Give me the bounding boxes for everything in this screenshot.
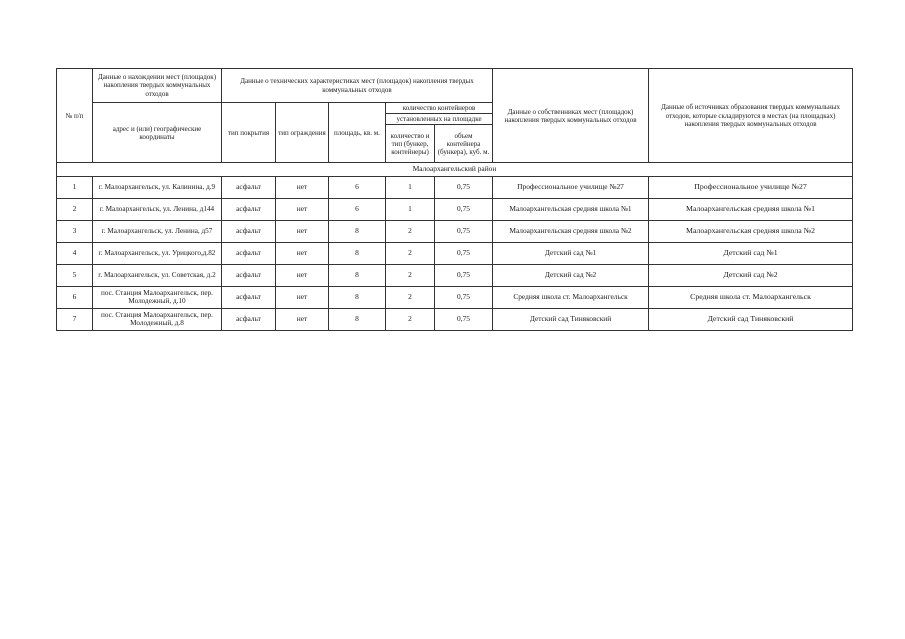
header-containers-group-2: установленных на площадке [386,114,493,125]
table-row [57,308,853,330]
row-area: 8 [329,286,386,308]
row-volume: 0,75 [435,308,493,330]
table-row [57,242,853,264]
row-surface: асфальт [222,220,276,242]
row-owner: Профессиональное училище №27 [493,176,649,198]
row-surface: асфальт [222,286,276,308]
row-area: 8 [329,220,386,242]
row-fence: нет [276,308,329,330]
row-count: 1 [386,176,435,198]
row-volume: 0,75 [435,264,493,286]
header-volume: объем контейнера (бункера), куб. м. [435,125,493,163]
header-location-group: Данные о нахождении мест (площадок) накопления твердых коммунальных отходов [93,69,222,103]
waste-sites-table [56,68,853,331]
row-num: 7 [57,308,93,330]
row-count: 1 [386,198,435,220]
header-tech-group: Данные о технических характеристиках мест (площадок) накопления твердых коммунальных отходов [222,69,493,103]
header-address: адрес и (или) географические координаты [93,103,222,163]
table-row [57,198,853,220]
row-owner: Средняя школа ст. Малоархангельск [493,286,649,308]
header-surface: тип покрытия [222,103,276,163]
row-num: 3 [57,220,93,242]
table-row [57,286,853,308]
row-volume: 0,75 [435,286,493,308]
row-source: Детский сад Тиняковский [649,308,853,330]
row-source: Малоархангельская средняя школа №2 [649,220,853,242]
row-area: 6 [329,176,386,198]
header-sources: Данные об источниках образования твердых коммунальных отходов, которые складируются в местах (на площадках) накопления твердых коммунальных отходов [649,69,853,163]
row-num: 6 [57,286,93,308]
header-count-type: количество и тип (бункер, контейнеры) [386,125,435,163]
row-area: 8 [329,308,386,330]
row-owner: Детский сад №1 [493,242,649,264]
header-num: № п/п [57,69,93,163]
row-count: 2 [386,308,435,330]
row-owner: Малоархангельская средняя школа №2 [493,220,649,242]
row-source: Средняя школа ст. Малоархангельск [649,286,853,308]
row-count: 2 [386,264,435,286]
row-address: г. Малоархангельск, ул. Урицкого,д.82 [93,242,222,264]
table-row [57,176,853,198]
row-surface: асфальт [222,242,276,264]
row-area: 8 [329,264,386,286]
row-source: Малоархангельская средняя школа №1 [649,198,853,220]
row-fence: нет [276,220,329,242]
row-num: 2 [57,198,93,220]
header-containers-group-1: количество контейнеров [386,103,493,114]
table-row [57,220,853,242]
row-owner: Детский сад Тиняковский [493,308,649,330]
row-source: Детский сад №2 [649,264,853,286]
row-count: 2 [386,286,435,308]
row-num: 5 [57,264,93,286]
row-fence: нет [276,242,329,264]
row-address: г. Малоархангельск, ул. Советская, д.2 [93,264,222,286]
row-surface: асфальт [222,176,276,198]
header-fence: тип ограждения [276,103,329,163]
row-address: г. Малоархангельск, ул. Ленина, д144 [93,198,222,220]
row-fence: нет [276,198,329,220]
row-count: 2 [386,220,435,242]
row-address: г. Малоархангельск, ул. Ленина, д57 [93,220,222,242]
table-row [57,264,853,286]
row-address: пос. Станция Малоархангельск, пер. Молодежный, д.10 [93,286,222,308]
row-owner: Малоархангельская средняя школа №1 [493,198,649,220]
registry-sheet [56,68,852,331]
header-area: площадь, кв. м. [329,103,386,163]
row-source: Детский сад №1 [649,242,853,264]
row-num: 1 [57,176,93,198]
row-num: 4 [57,242,93,264]
row-volume: 0,75 [435,198,493,220]
row-volume: 0,75 [435,220,493,242]
row-surface: асфальт [222,198,276,220]
row-fence: нет [276,286,329,308]
row-volume: 0,75 [435,176,493,198]
row-address: пос. Станция Малоархангельск, пер. Молодежный, д.8 [93,308,222,330]
row-address: г. Малоархангельск, ул. Калинина, д.9 [93,176,222,198]
row-source: Профессиональное училище №27 [649,176,853,198]
row-surface: асфальт [222,264,276,286]
row-fence: нет [276,176,329,198]
row-owner: Детский сад №2 [493,264,649,286]
district-title: Малоархангельский район [57,163,853,177]
header-owners: Данные о собственниках мест (площадок) накопления твердых коммунальных отходов [493,69,649,163]
row-area: 8 [329,242,386,264]
row-count: 2 [386,242,435,264]
row-fence: нет [276,264,329,286]
row-surface: асфальт [222,308,276,330]
row-volume: 0,75 [435,242,493,264]
row-area: 6 [329,198,386,220]
